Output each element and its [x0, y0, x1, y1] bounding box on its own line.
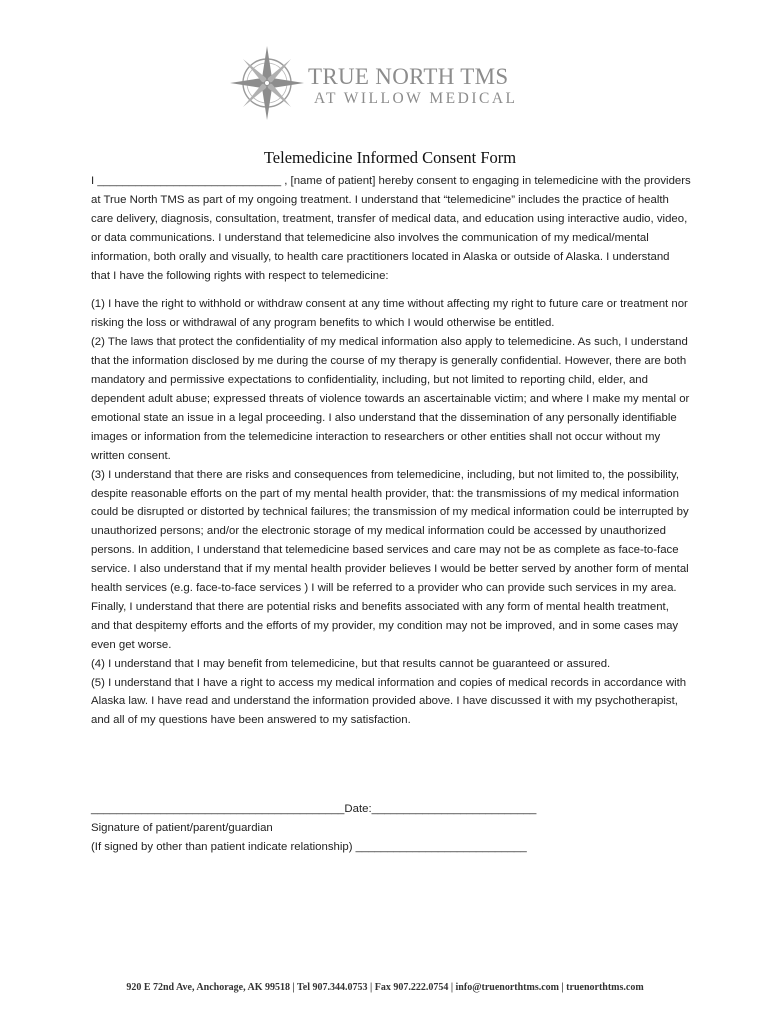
page-title: Telemedicine Informed Consent Form: [263, 148, 517, 167]
logo: [228, 44, 548, 122]
logo-line-1: TRUE NORTH TMS: [308, 64, 509, 89]
right-1: (1) I have the right to withhold or withdraw consent at any time without affecting my right to future care or treatment nor risking the loss or withdrawal of any program benefits to which I would otherwise be entitled.: [91, 298, 688, 330]
right-3: (3) I understand that there are risks and consequences from telemedicine, including, but not limited to, the possibility, despite reasonable efforts on the part of my mental health provider, that: the transmissions of my medical information could be disrupted or distorted by technical failures; the transmission of my medical information could be interrupted by unauthorized persons; and/or the electronic storage of my medical information could be accessed by unauthorized persons. In addition, I understand that telemedicine based services and care may not be as complete as face-to-face service. I also understand that if my mental health provider believes I would be better served by another form of mental health services (e.g. face-to-face services ) I will be referred to a provider who can provide such services in my area. Finally, I understand that there are potential risks and benefits associated with any form of mental health treatment, and that despitemy efforts and the efforts of my provider, my condition may not be improved, and in some cases may even get worse.: [91, 468, 689, 651]
logo-line-2: AT WILLOW MEDICAL: [314, 90, 518, 107]
signature-label: Signature of patient/parent/guardian: [91, 821, 273, 834]
signature-date-line[interactable]: ________________________________________Date:__________________________: [91, 803, 537, 815]
intro-paragraph: I _____________________________ , [name of patient] hereby consent to engaging in telemedicine with the providers at True North TMS as part of my ongoing treatment. I understand that “telemedicine” includes the practice of health care delivery, diagnosis, consultation, treatment, transfer of medical data, and education using interactive audio, video, or data communications. I understand that telemedicine also involves the communication of my medical/mental information, both orally and visually, to health care practitioners located in Alaska or outside of Alaska. I understand that I have the following rights with respect to telemedicine:: [91, 175, 691, 282]
right-4: (4) I understand that I may benefit from telemedicine, but that results cannot be guaranteed or assured.: [91, 657, 611, 670]
right-2: (2) The laws that protect the confidentiality of my medical information also apply to telemedicine. As such, I understand that the information disclosed by me during the course of my therapy is generally confidential. However, there are both mandatory and permissive expectations to confidentiality, including, but not limited to reporting child, elder, and dependent adult abuse; expressed threats of violence towards an ascertainable victim; and where I make my mental or emotional state an issue in a legal proceeding. I also understand that the dissemination of any personally identifiable images or information from the telemedicine interaction to researchers or other entities shall not occur without my written consent.: [91, 336, 690, 462]
footer-contact: 920 E 72nd Ave, Anchorage, AK 99518 | Tel 907.344.0753 | Fax 907.222.0754 | info@truenorthtms.com | truenorthtms.com: [126, 982, 644, 993]
consent-body: [91, 172, 691, 730]
right-5: (5) I understand that I have a right to access my medical information and copies of medical records in accordance with Alaska law. I have read and understand the information provided above. I have discussed it with my psychotherapist, and all of my questions have been answered to my satisfaction.: [91, 676, 687, 727]
compass-rose-icon: [228, 44, 306, 122]
signature-block: [91, 800, 691, 857]
relationship-line[interactable]: (If signed by other than patient indicate relationship) ___________________________: [91, 840, 527, 853]
